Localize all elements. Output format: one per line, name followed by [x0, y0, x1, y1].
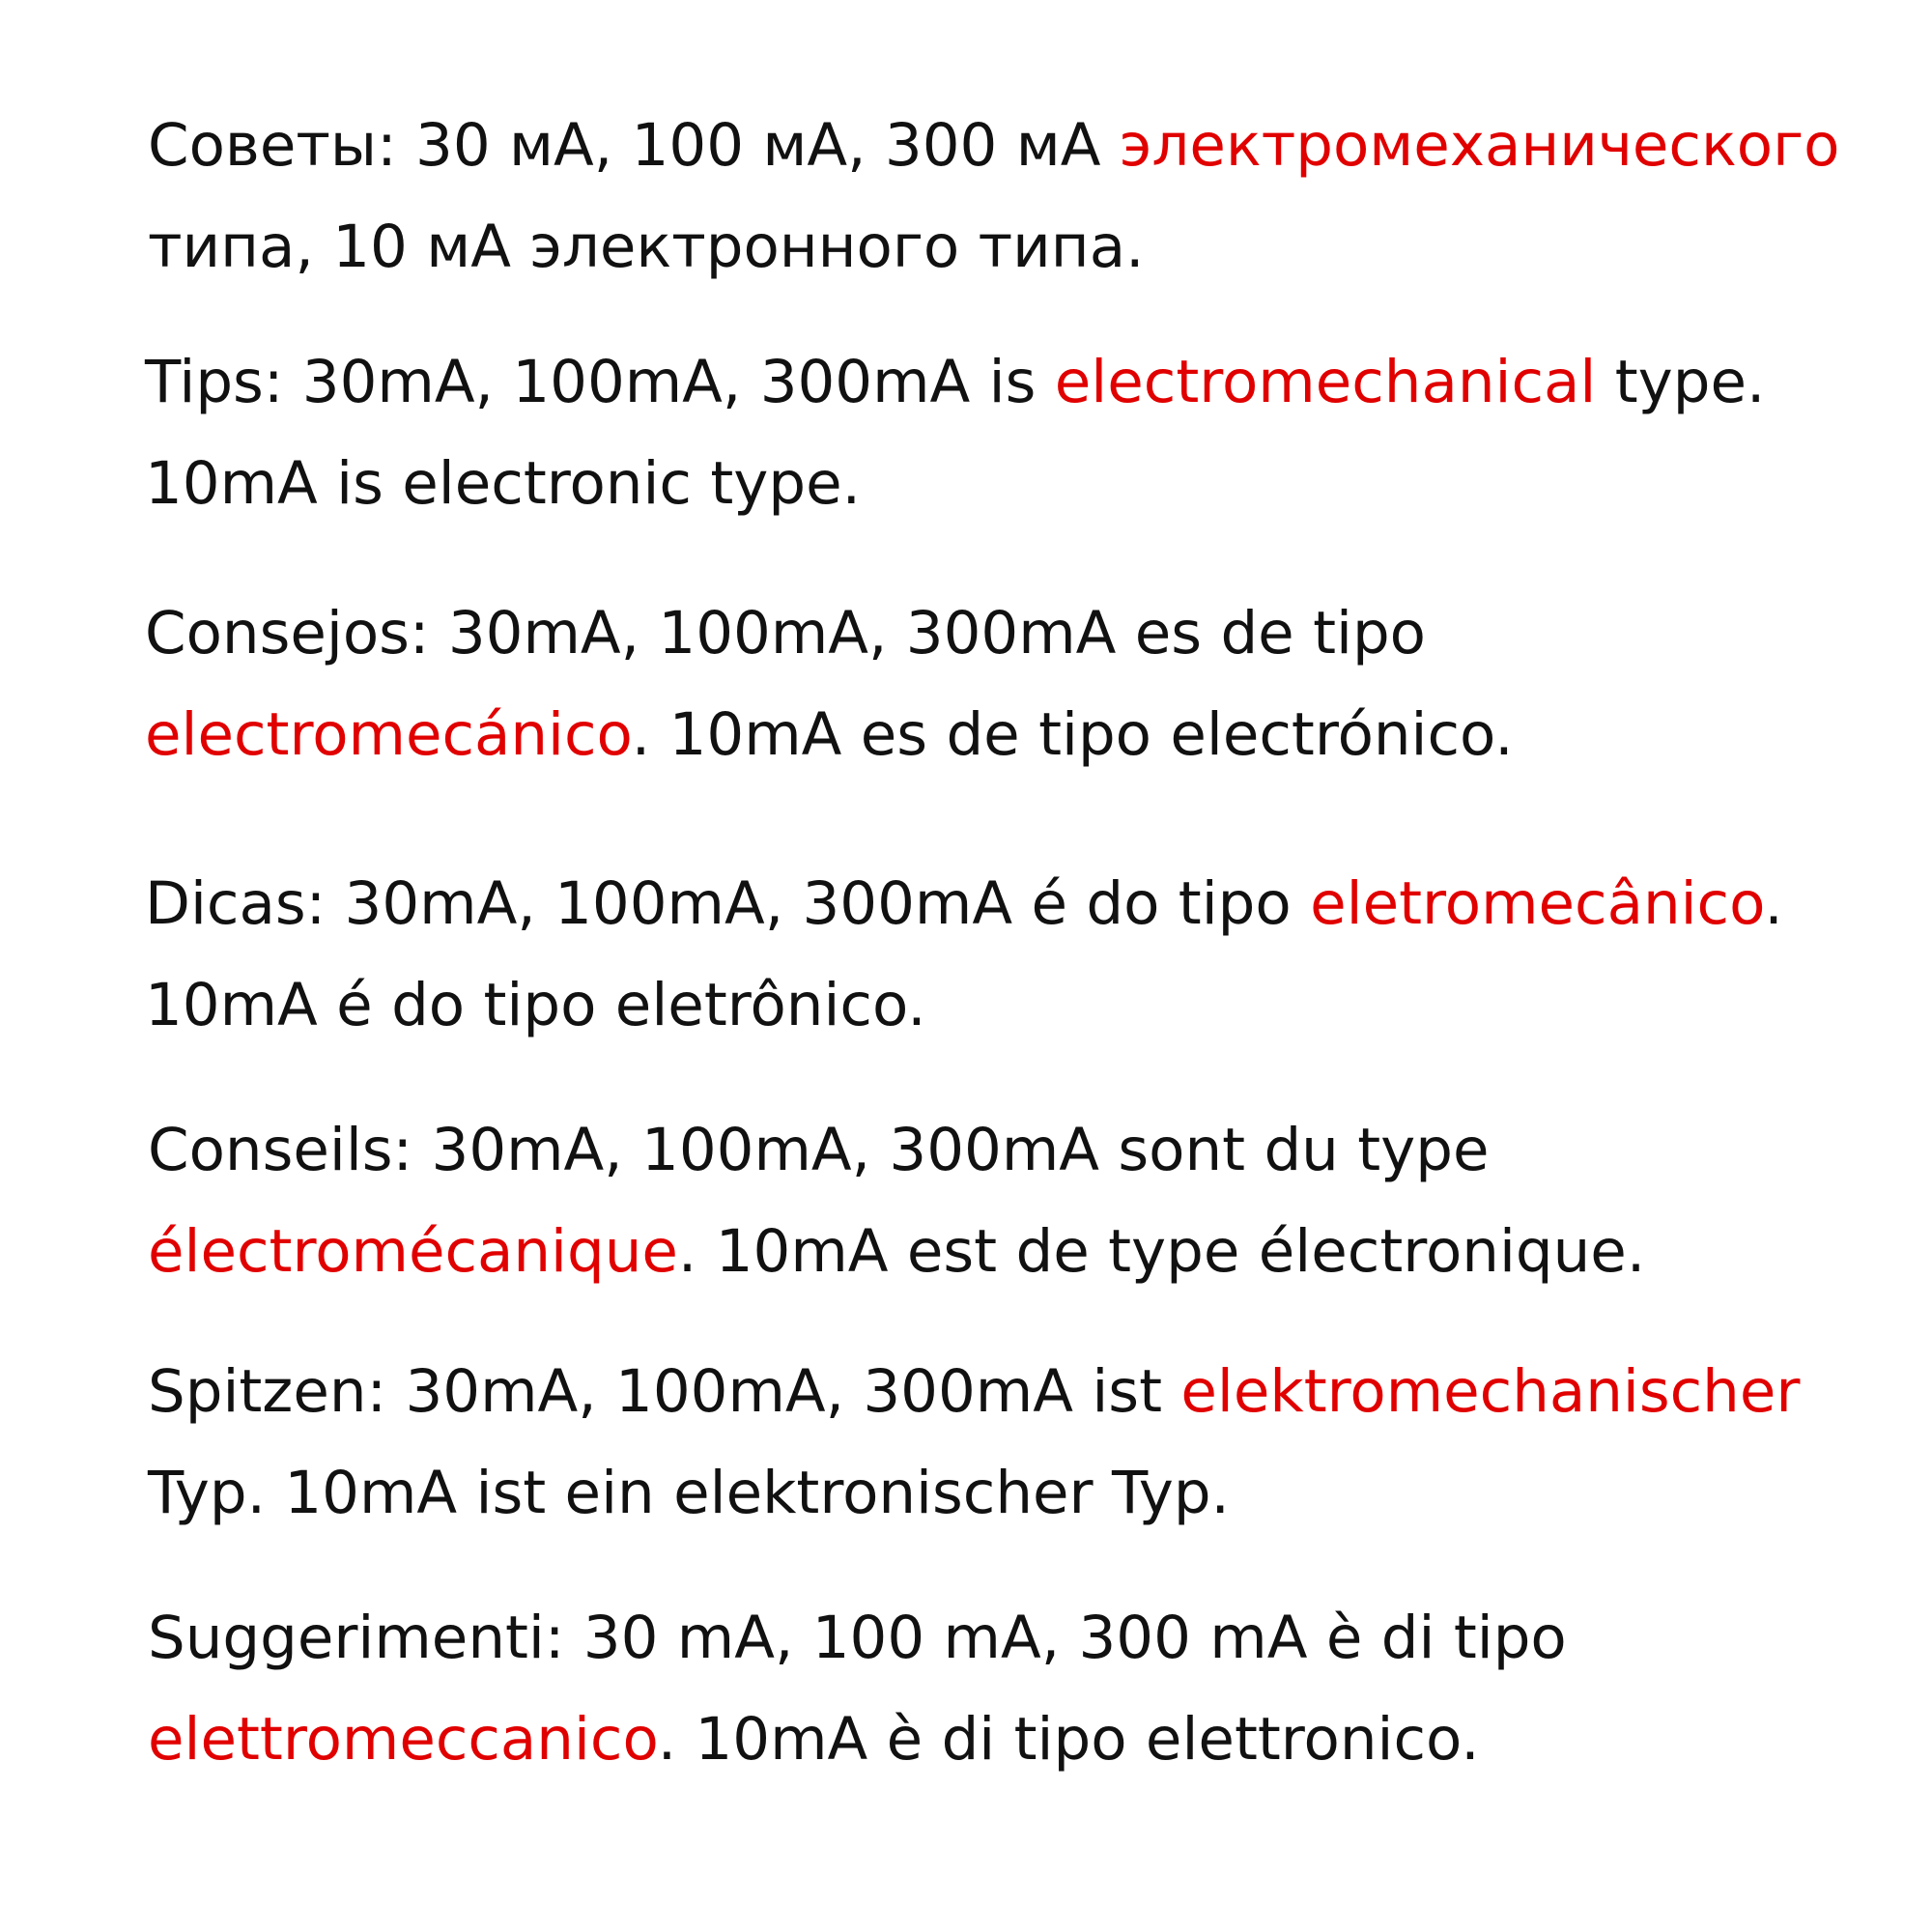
tip-ru-line-2-text: типа, 10 мА электронного типа.: [148, 213, 1145, 281]
tip-de-line-2: [148, 1459, 1230, 1527]
tip-en-line-1-text: Tips: 30mA, 100mA, 300mA is: [145, 348, 1055, 416]
tip-ru-line-2: [148, 213, 1145, 281]
tip-en-highlight: electromechanical: [1054, 348, 1597, 416]
tip-it-line-2: [148, 1705, 1480, 1774]
tip-pt-line-2: [145, 971, 926, 1039]
tip-it-line-2-after: . 10mA è di tipo elettronico.: [657, 1705, 1480, 1774]
tip-de-highlight: elektromechanischer: [1180, 1357, 1801, 1426]
tip-en-line-2: [145, 449, 861, 518]
tip-it-highlight: elettromeccanico: [148, 1705, 658, 1774]
tip-es-highlight: electromecánico: [145, 700, 632, 769]
tip-ru-line-1: [148, 111, 1840, 180]
tip-ru-line-1-text: Советы: 30 мА, 100 мА, 300 мА: [148, 111, 1120, 180]
tip-en-line-1: [145, 348, 1766, 416]
tip-es-line-1: [145, 599, 1427, 668]
tip-fr-line-1: [148, 1116, 1490, 1184]
tip-pt-line-1-text: Dicas: 30mA, 100mA, 300mA é do tipo: [145, 869, 1311, 938]
tip-fr-highlight: électromécanique: [148, 1217, 678, 1286]
tip-de-line-1-text: Spitzen: 30mA, 100mA, 300mA ist: [148, 1357, 1181, 1426]
tip-es-line-2: [145, 700, 1514, 769]
tip-es-line-2-after: . 10mA es de tipo electrónico.: [631, 700, 1514, 769]
tip-fr-line-2: [148, 1217, 1646, 1286]
tip-pt-line-2-text: 10mA é do tipo eletrônico.: [145, 971, 926, 1039]
tip-pt-line-1-after: .: [1764, 869, 1783, 938]
tip-en-line-2-text: 10mA is electronic type.: [145, 449, 861, 518]
tip-pt-line-1: [145, 869, 1783, 938]
tip-de-line-2-text: Typ. 10mA ist ein elektronischer Typ.: [148, 1459, 1230, 1527]
tip-fr-line-1-text: Conseils: 30mA, 100mA, 300mA sont du type: [148, 1116, 1490, 1184]
tip-pt-highlight: eletromecânico: [1310, 869, 1765, 938]
tip-en-line-1-after: type.: [1596, 348, 1766, 416]
tip-it-line-1-text: Suggerimenti: 30 mA, 100 mA, 300 mA è di tipo: [148, 1604, 1567, 1672]
tip-ru-highlight: электромеханического: [1119, 111, 1840, 180]
tip-fr-line-2-after: . 10mA est de type électronique.: [677, 1217, 1646, 1286]
tip-it-line-1: [148, 1604, 1567, 1672]
tip-de-line-1: [148, 1357, 1801, 1426]
tip-es-line-1-text: Consejos: 30mA, 100mA, 300mA es de tipo: [145, 599, 1427, 668]
